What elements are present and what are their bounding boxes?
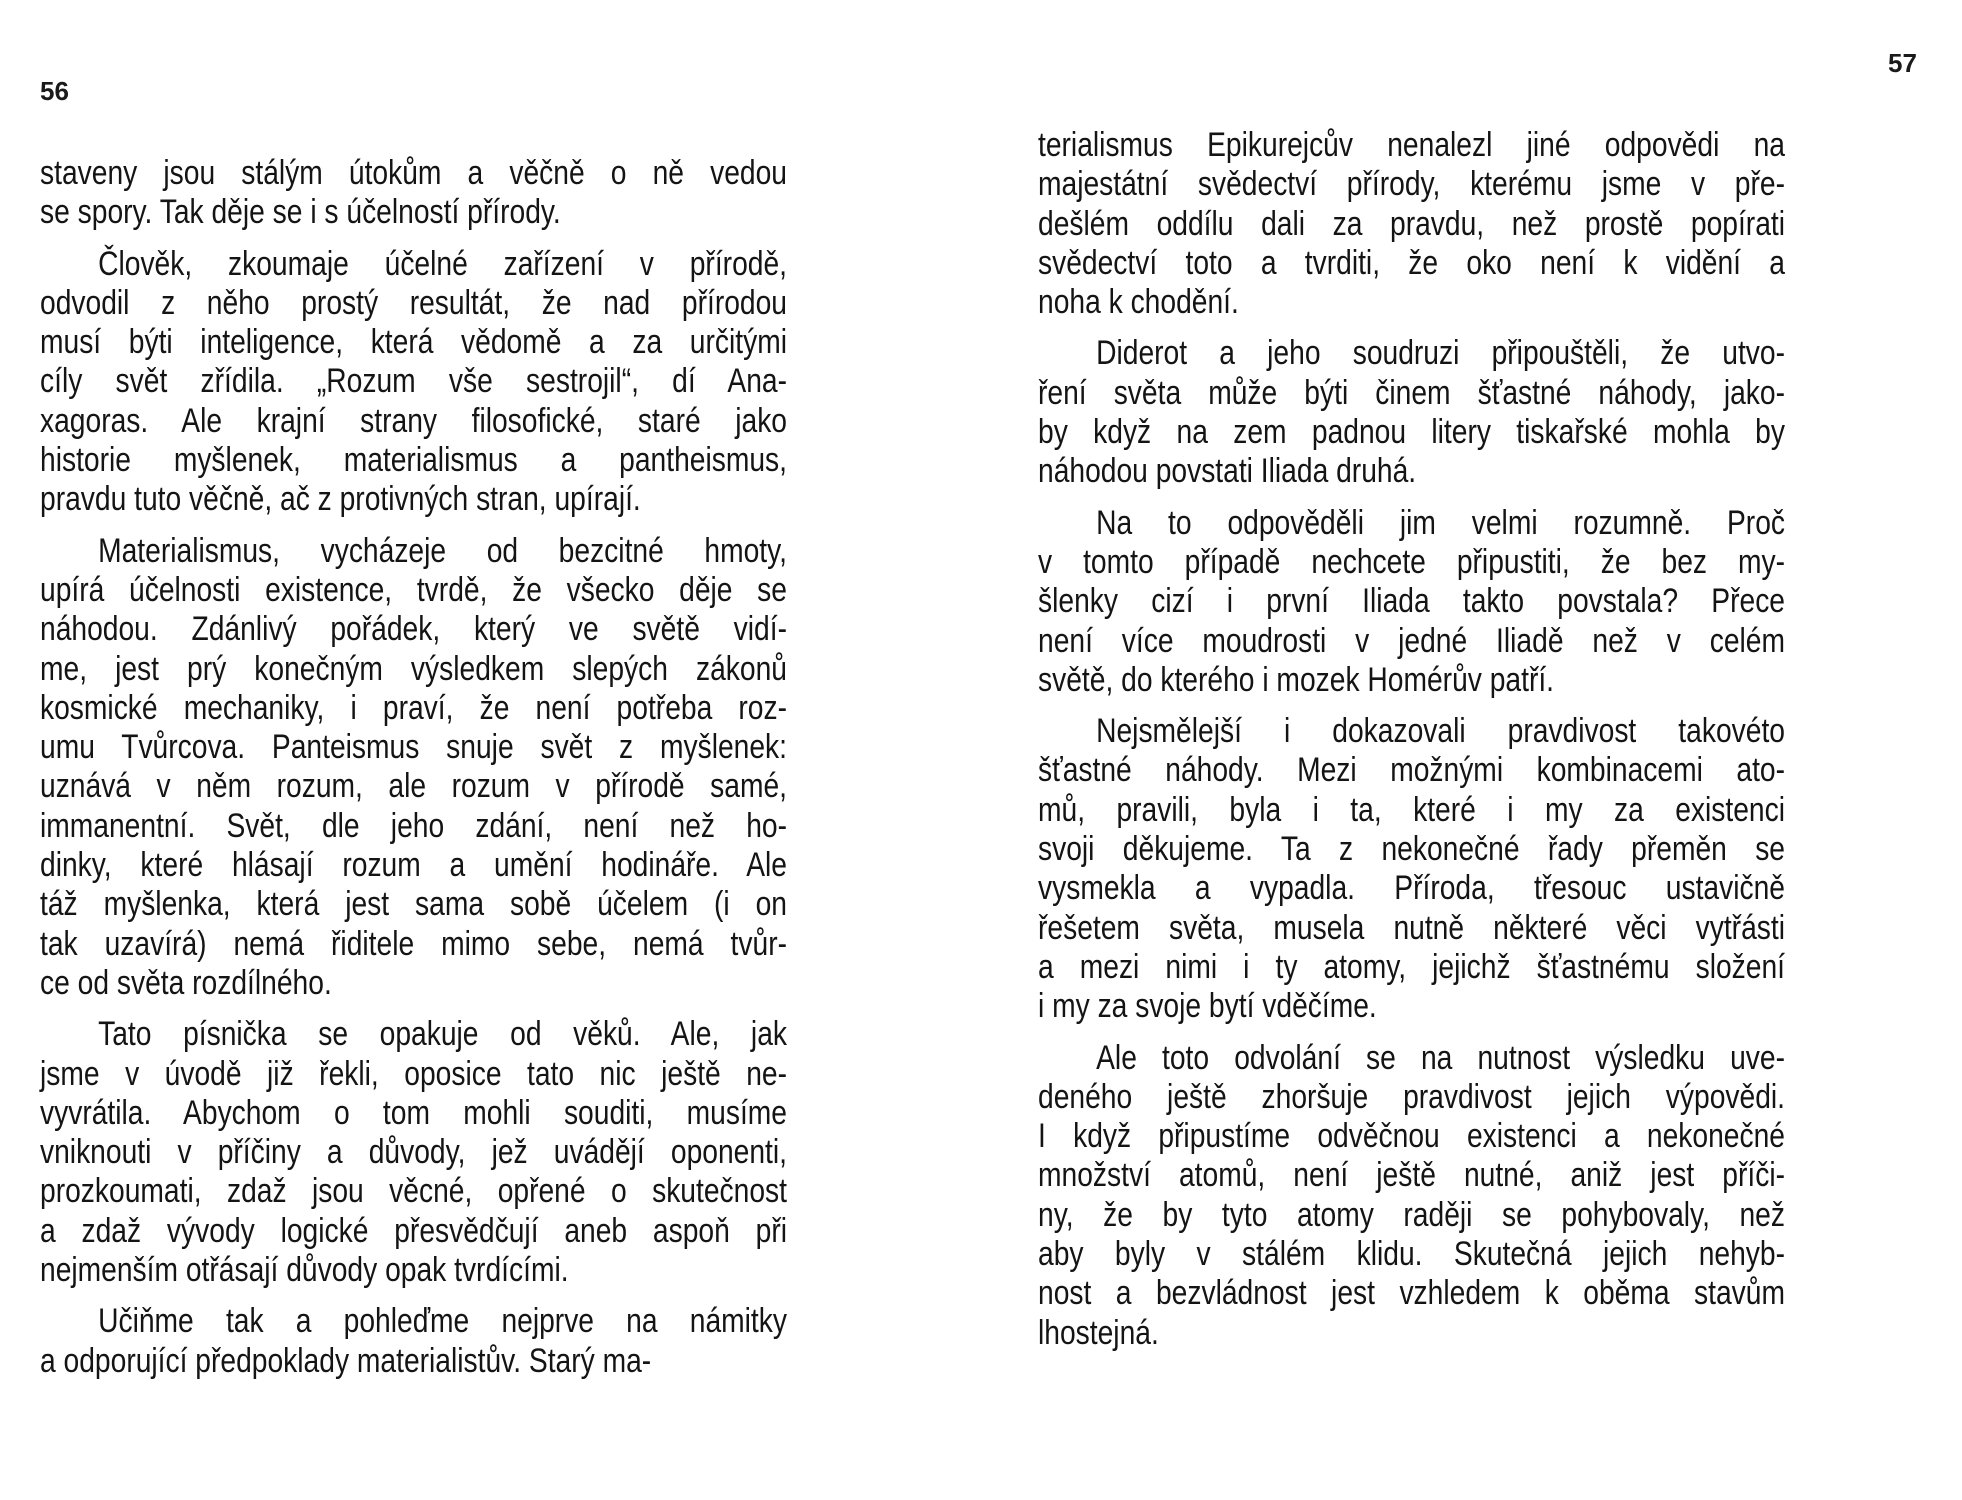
text-line: terialismus Epikurejcův nenalezl jiné odpovědi na [1038,126,1785,164]
paragraph-gap [1038,1027,1785,1039]
text-line: umu Tvůrcova. Panteismus snuje svět z myšlenek: [40,728,787,767]
text-line: by když na zem padnou litery tiskařské mohla by [1038,413,1785,452]
paragraph [1038,1039,1785,1353]
text-line: Učiňme tak a pohleďme nejprve na námitky [98,1302,788,1341]
text-line: Diderot a jeho soudruzi připouštěli, že utvo- [1096,334,1785,373]
text-line: staveny jsou stálým útokům a věčně o ně vedou [40,154,787,192]
text-line: pravdu tuto věčně, ač z protivných stran, upírají. [40,480,641,519]
paragraph [40,245,787,520]
text-line: odvodil z něho prostý resultát, že nad přírodou [40,283,787,322]
text-line: Tato písnička se opakuje od věků. Ale, jak [98,1015,788,1054]
text-line: v tomto případě nechcete připustiti, že bez my- [1038,542,1785,581]
text-line: množství atomů, není ještě nutné, aniž jest příči- [1038,1156,1785,1195]
paragraph [1038,334,1785,491]
paragraph-gap [40,233,787,245]
text-line: náhodou povstati Iliada druhá. [1038,452,1417,491]
text-line: šťastné náhody. Mezi možnými kombinacemi ato- [1038,751,1785,790]
text-line: lhostejná. [1038,1313,1159,1352]
text-line: me, jest prý konečným výsledkem slepých zákonů [40,649,787,688]
text-line: vyvrátila. Abychom o tom mohli souditi, musíme [40,1093,787,1132]
text-line: vniknouti v příčiny a důvody, jež uvádějí oponenti, [40,1133,787,1172]
paragraph-gap [40,1290,787,1302]
paragraph [40,532,787,1004]
text-line: není více moudrosti v jedné Iliadě než v celém [1038,621,1785,660]
text-line: mů, pravili, byla i ta, které i my za existenci [1038,790,1785,829]
text-line: dinky, které hlásají rozum a umění hodináře. Ale [40,846,787,885]
text-line: a odporující předpoklady materialistův. Starý ma- [40,1341,652,1380]
paragraph [1038,712,1785,1026]
text-line: cíly svět zřídila. „Rozum vše sestrojil“, dí Ana- [40,362,787,401]
paragraph [40,1302,787,1381]
text-line: immanentní. Svět, dle jeho zdání, není než ho- [40,806,787,845]
text-line: se spory. Tak děje se i s účelností přírody. [40,193,561,232]
text-line: náhodou. Zdánlivý pořádek, který ve světě vidí- [40,610,787,649]
text-line: vysmekla a vypadla. Příroda, třesouc ustavičně [1038,869,1785,908]
text-line: i my za svoje bytí vděčíme. [1038,987,1377,1026]
right-page-text [1038,126,1785,1353]
text-line: Člověk, zkoumaje účelné zařízení v přírodě, [98,244,788,283]
paragraph-gap [40,520,787,532]
text-line: ření světa může býti činem šťastné náhody, jako- [1038,373,1785,412]
paragraph [1038,504,1785,700]
text-line: ny, že by tyto atomy raději se pohybovaly, než [1038,1195,1785,1234]
text-line: Nejsmělejší i dokazovali pravdivost takovéto [1096,712,1785,751]
text-line: Na to odpověděli jim velmi rozumně. Proč [1096,503,1785,542]
text-line: nost a bezvládnost jest vzhledem k oběma stavům [1038,1274,1785,1313]
text-line: I když připustíme odvěčnou existenci a nekonečné [1038,1117,1785,1156]
text-line: noha k chodění. [1038,283,1239,322]
paragraph-gap [1038,700,1785,712]
text-line: táž myšlenka, která jest sama sobě účelem (i on [40,885,787,924]
text-line: xagoras. Ale krajní strany filosofické, staré jako [40,401,787,440]
text-line: světě, do kterého i mozek Homérův patří. [1038,660,1555,699]
paragraph [40,1015,787,1290]
text-line: a mezi nimi i ty atomy, jejichž šťastnému složení [1038,947,1785,986]
paragraph-gap [40,1003,787,1015]
text-line: svoji děkujeme. Ta z nekonečné řady přeměn se [1038,830,1785,869]
text-line: prozkoumati, zdaž jsou věcné, opřené o skutečnost [40,1172,787,1211]
left-page-text [40,154,787,1381]
text-line: jsme v úvodě již řekli, oposice tato nic ještě ne- [40,1054,787,1093]
text-line: Ale toto odvolání se na nutnost výsledku uve- [1096,1038,1785,1077]
text-line: dešlém oddílu dali za pravdu, než prostě popírati [1038,204,1785,243]
paragraph [40,154,787,233]
text-line: řešetem světa, musela nutně některé věci vytřásti [1038,908,1785,947]
text-line: šlenky cizí i první Iliada takto povstala? Přece [1038,582,1785,621]
text-line: tak uzavírá) nemá řiditele mimo sebe, nemá tvůr- [40,924,787,963]
text-line: historie myšlenek, materialismus a pantheismus, [40,441,787,480]
text-line: a zdaž vývody logické přesvědčují aneb aspoň při [40,1211,787,1250]
text-line: kosmické mechaniky, i praví, že není potřeba roz- [40,688,787,727]
text-line: aby byly v stálém klidu. Skutečná jejich nehyb- [1038,1235,1785,1274]
text-line: nejmenším otřásají důvody opak tvrdícími. [40,1251,569,1290]
page-number-left: 56 [40,76,69,106]
text-line: majestátní svědectví přírody, kterému jsme v pře- [1038,165,1785,204]
text-line: Materialismus, vycházeje od bezcitné hmoty, [98,531,788,570]
text-line: musí býti inteligence, která vědomě a za určitými [40,323,787,362]
paragraph-gap [1038,322,1785,334]
text-line: svědectví toto a tvrditi, že oko není k vidění a [1038,243,1785,282]
text-line: upírá účelnosti existence, tvrdě, že všecko děje se [40,570,787,609]
text-line: ce od světa rozdílného. [40,963,332,1002]
text-line: deného ještě zhoršuje pravdivost jejich výpovědi. [1038,1077,1785,1116]
page-number-right: 57 [1888,48,1917,78]
paragraph-gap [1038,492,1785,504]
text-line: uznává v něm rozum, ale rozum v přírodě samé, [40,767,787,806]
paragraph [1038,126,1785,322]
